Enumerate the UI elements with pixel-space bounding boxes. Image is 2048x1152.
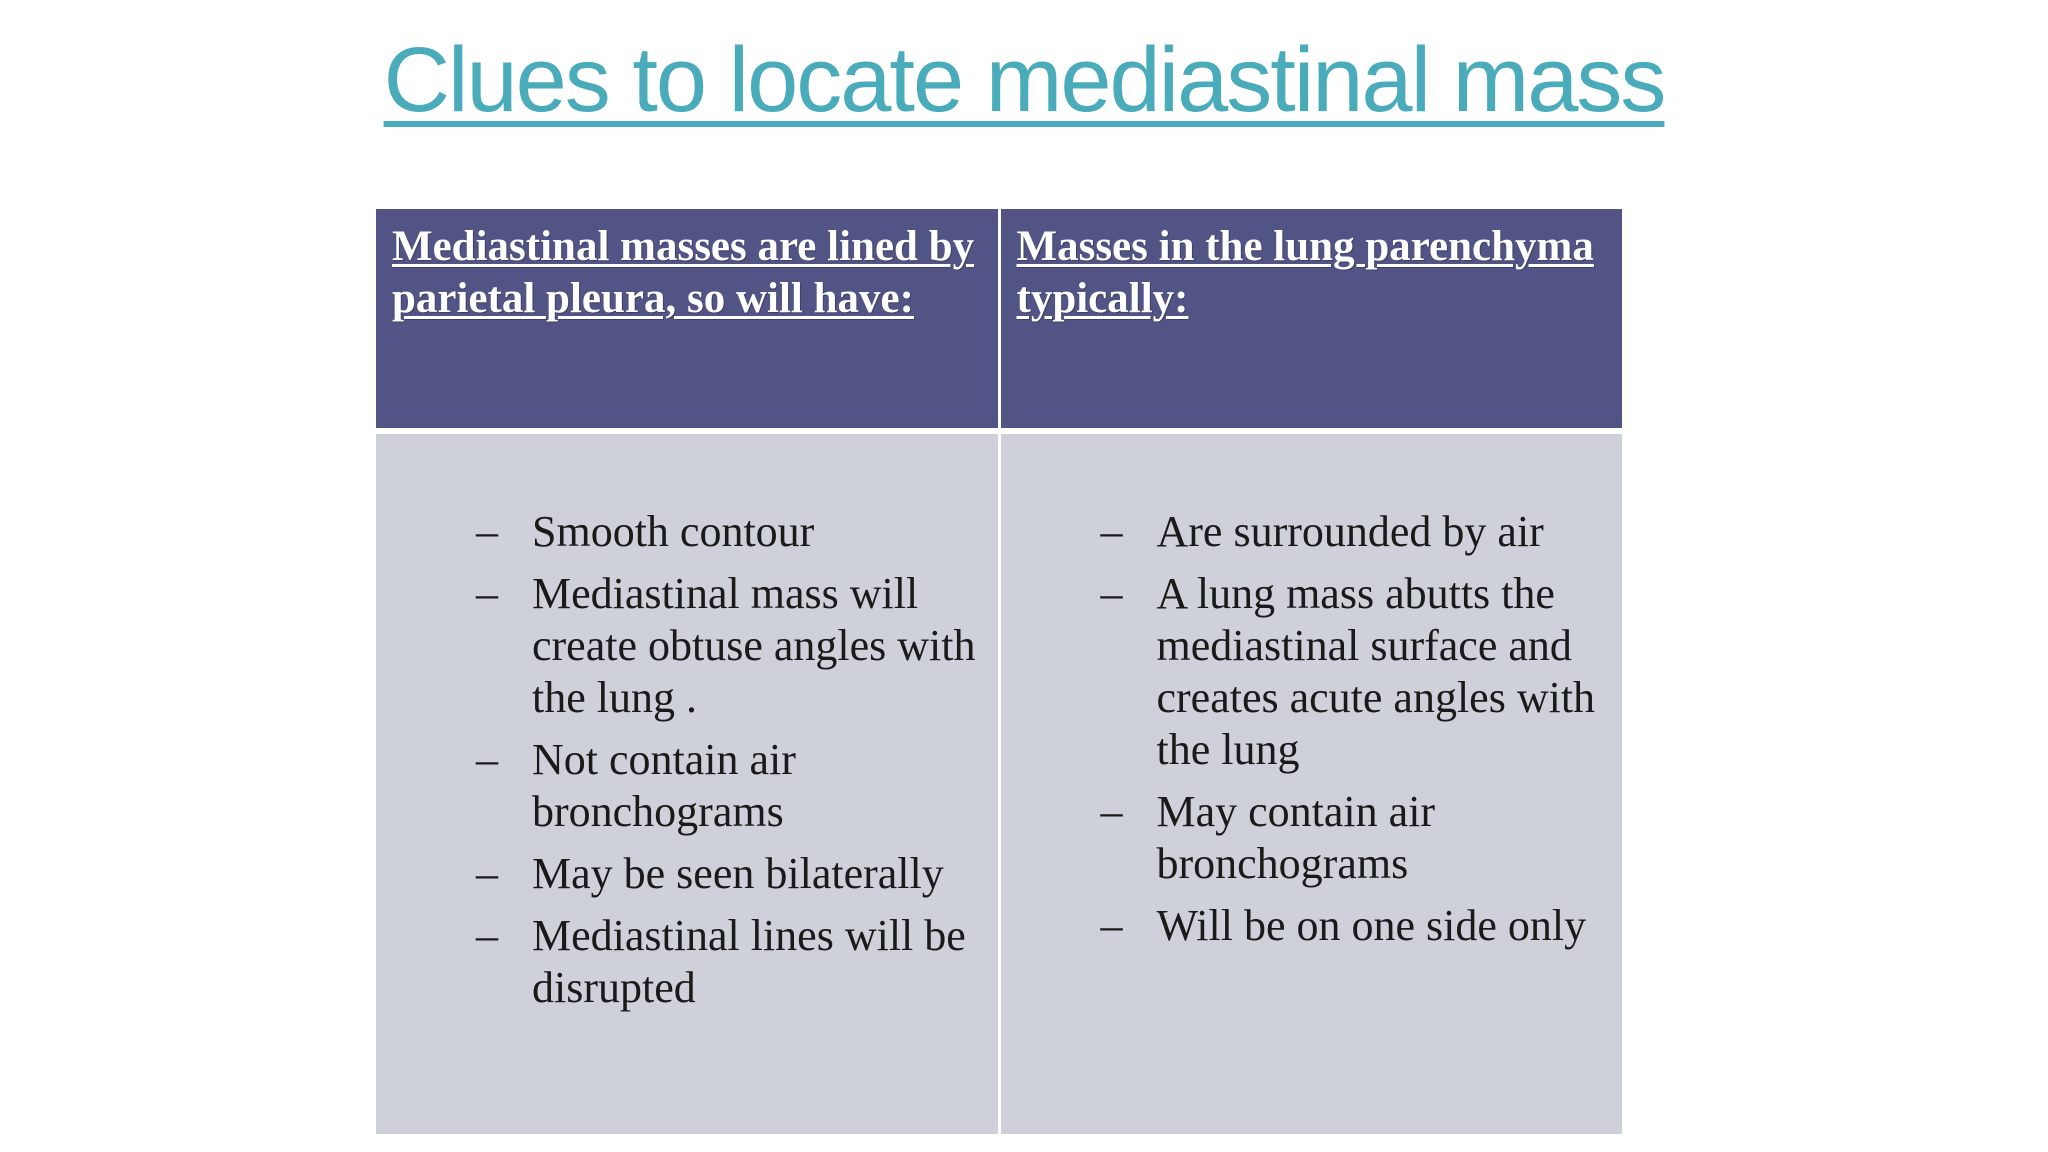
list-item bbox=[1101, 506, 1623, 558]
list-item bbox=[476, 506, 998, 558]
list-item-text: Not contain air bronchograms bbox=[532, 735, 796, 836]
list-item-text: Are surrounded by air bbox=[1156, 507, 1544, 556]
list-item bbox=[1101, 568, 1657, 776]
table-body-row bbox=[376, 431, 1622, 1134]
list-item-text: Mediastinal mass will create obtuse angles with the lung . bbox=[532, 569, 976, 722]
mediastinal-feature-list bbox=[376, 434, 998, 1014]
dash-marker: – bbox=[476, 735, 498, 784]
list-item bbox=[476, 568, 992, 724]
dash-marker: – bbox=[476, 569, 498, 618]
list-item-text: Smooth contour bbox=[532, 507, 815, 556]
slide-title-text: Clues to locate mediastinal mass bbox=[383, 29, 1665, 131]
comparison-table bbox=[376, 209, 1622, 1134]
header-lung-text: Masses in the lung parenchyma typically: bbox=[1016, 223, 1594, 322]
dash-marker: – bbox=[476, 911, 498, 960]
lung-feature-list bbox=[1001, 434, 1623, 952]
header-mediastinal bbox=[376, 209, 999, 431]
cell-lung-features bbox=[999, 431, 1622, 1134]
list-item bbox=[1101, 786, 1537, 890]
dash-marker: – bbox=[1100, 507, 1123, 556]
list-item bbox=[476, 734, 912, 838]
list-item-text: May be seen bilaterally bbox=[532, 849, 944, 898]
list-item bbox=[476, 910, 1052, 1014]
header-mediastinal-text: Mediastinal masses are lined by parietal pleura, so will have: bbox=[392, 223, 975, 322]
list-item-text: May contain air bronchograms bbox=[1156, 787, 1436, 888]
slide-title bbox=[0, 20, 2048, 140]
cell-mediastinal-features bbox=[376, 431, 999, 1134]
dash-marker: – bbox=[476, 507, 498, 556]
dash-marker: – bbox=[1100, 901, 1123, 950]
list-item bbox=[1101, 900, 1657, 952]
table-header-row bbox=[376, 209, 1622, 431]
list-item-text: Will be on one side only bbox=[1156, 901, 1587, 950]
list-item-text: Mediastinal lines will be disrupted bbox=[532, 911, 966, 1012]
list-item bbox=[476, 848, 998, 900]
header-lung bbox=[999, 209, 1622, 431]
dash-marker: – bbox=[476, 849, 498, 898]
list-item-text: A lung mass abutts the mediastinal surface and creates acute angles with the lung bbox=[1156, 569, 1596, 774]
dash-marker: – bbox=[1100, 787, 1123, 836]
dash-marker: – bbox=[1100, 569, 1123, 618]
